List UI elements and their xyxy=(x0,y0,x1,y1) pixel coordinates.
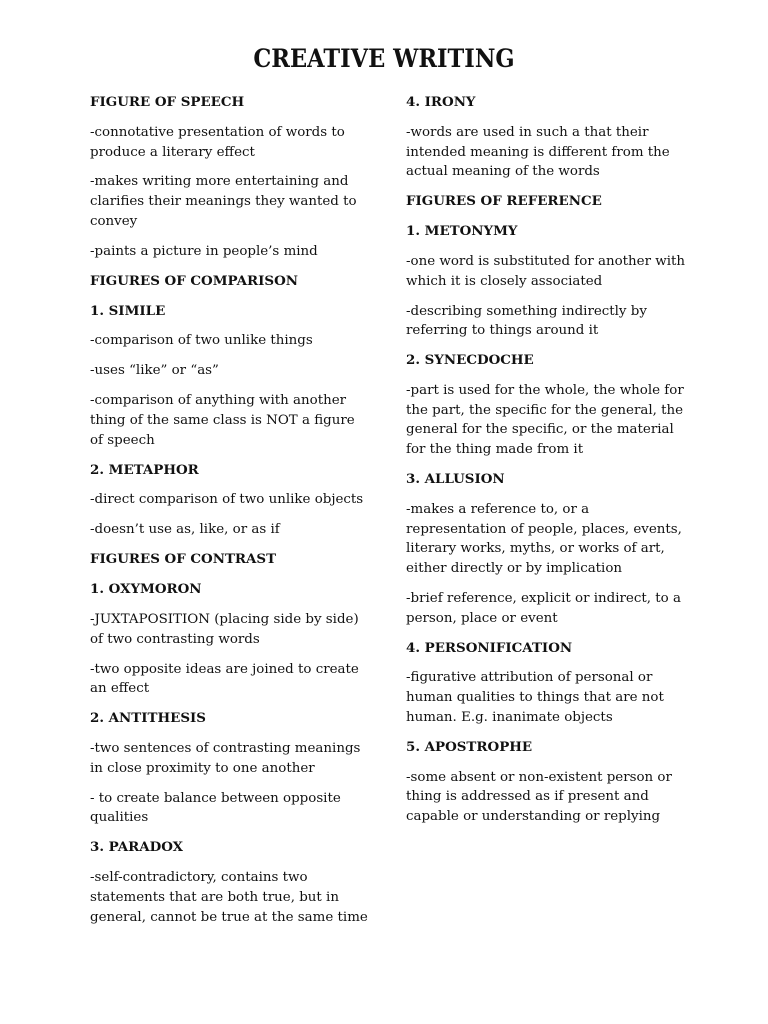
paragraph: -JUXTAPOSITION (placing side by side) of two contrasting words xyxy=(90,611,359,647)
subsection-heading: 2. METAPHOR xyxy=(90,461,199,478)
subsection-heading: 1. OXYMORON xyxy=(90,581,202,598)
paragraph: -one word is substituted for another with which it is closely associated xyxy=(406,253,685,289)
paragraph: -direct comparison of two unlike objects xyxy=(90,492,364,508)
paragraph: -doesn’t use as, like, or as if xyxy=(90,522,280,538)
paragraph: -figurative attribution of personal or human qualities to things that are not human. E.g. inanimate objects xyxy=(406,670,664,725)
subsection-heading: 5. APOSTROPHE xyxy=(406,738,533,755)
page-title: CREATIVE WRITING xyxy=(253,44,515,73)
paragraph: -comparison of anything with another thing of the same class is NOT a figure of speech xyxy=(90,393,355,448)
subsection-heading: 2. SYNECDOCHE xyxy=(406,352,534,369)
paragraph: -some absent or non-existent person or thing is addressed as if present and capable or understanding or replying xyxy=(406,769,672,825)
paragraph: -describing something indirectly by referring to things around it xyxy=(406,303,647,339)
paragraph: -two sentences of contrasting meanings in close proximity to one another xyxy=(90,741,361,776)
section-heading: FIGURE OF SPEECH xyxy=(90,94,245,110)
paragraph: -uses “like” or “as” xyxy=(90,363,219,379)
section-heading: FIGURES OF CONTRAST xyxy=(90,551,277,568)
paragraph: -brief reference, explicit or indirect, to a person, place or event xyxy=(406,590,681,626)
paragraph: -connotative presentation of words to produce a literary effect xyxy=(90,124,345,160)
subsection-heading: 3. ALLUSION xyxy=(406,471,505,488)
right-column xyxy=(406,93,691,837)
subsection-heading: 3. PARADOX xyxy=(90,839,184,856)
subsection-heading: 4. IRONY xyxy=(406,94,476,110)
paragraph: -makes a reference to, or a representation of people, places, events, literary works, myths, or works of art, either directly or by implication xyxy=(406,501,682,577)
paragraph: -words are used in such a that their intended meaning is different from the actual meaning of the words xyxy=(406,124,670,180)
subsection-heading: 2. ANTITHESIS xyxy=(90,710,206,727)
paragraph: -part is used for the whole, the whole for the part, the specific for the general, the general for the specific, or the material for the thing made from it xyxy=(406,383,684,458)
paragraph: -paints a picture in people’s mind xyxy=(90,243,318,259)
section-heading: FIGURES OF COMPARISON xyxy=(90,272,298,289)
subsection-heading: 1. METONYMY xyxy=(406,223,518,240)
subsection-heading: 1. SIMILE xyxy=(90,302,166,319)
paragraph: -comparison of two unlike things xyxy=(90,333,313,349)
section-heading: FIGURES OF REFERENCE xyxy=(406,193,602,210)
paragraph: - to create balance between opposite qualities xyxy=(90,790,341,826)
subsection-heading: 4. PERSONIFICATION xyxy=(406,639,573,656)
left-column xyxy=(90,93,370,937)
paragraph: -two opposite ideas are joined to create an effect xyxy=(90,661,359,697)
paragraph: -self-contradictory, contains two statements that are both true, but in general, cannot be true at the same time xyxy=(90,870,368,925)
paragraph: -makes writing more entertaining and clarifies their meanings they wanted to convey xyxy=(90,174,357,229)
